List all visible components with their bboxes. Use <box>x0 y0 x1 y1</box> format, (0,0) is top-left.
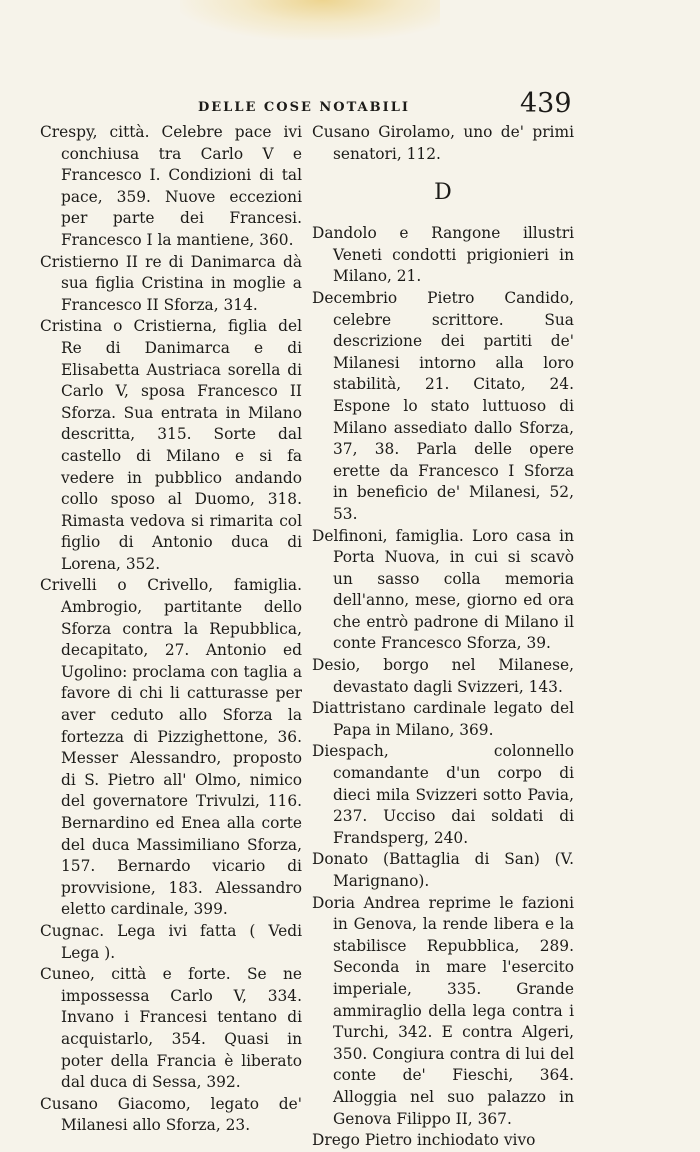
running-head: DELLE COSE NOTABILI <box>198 100 410 115</box>
index-entry: Dandolo e Rangone illustri Veneti condotti prigionieri in Milano, 21. <box>312 224 574 286</box>
index-entry: Crivelli o Crivello, famiglia. Ambrogio, partitante dello Sforza contra la Repubblica, decapitato, 27. Antonio ed Ugolino: proclama con taglia a favore di chi li catturasse per aver ceduto allo Sforza la fortezza di Pizzighettone, 36. Messer Alessandro, proposto di S. Pietro all' Olmo, nimico del governatore Trivulzi, 116. Bernardino ed Enea alla corte del duca Massimiliano Sforza, 157. Bernardo vicario di provvisione, 183. Alessandro eletto cardinale, 399. <box>40 576 302 919</box>
index-entry: Decembrio Pietro Candido, celebre scrittore. Sua descrizione dei partiti de' Milanesi intorno alla loro stabilità, 21. Citato, 24. Espone lo stato luttuoso di Milano assediato dallo Sforza, 37, 38. Parla delle opere erette da Francesco I Sforza in beneficio de' Milanesi, 52, 53. <box>312 288 574 523</box>
index-entry: Diattristano cardinale legato del Papa in Milano, 369. <box>312 699 574 739</box>
index-entry: Cuneo, città e forte. Se ne impossessa Carlo V, 334. Invano i Francesi tentano di acquistarlo, 354. Quasi in poter della Francia è liberato dal duca di Sessa, 392. <box>40 965 302 1092</box>
index-entry: Diespach, colonnello comandante d'un corpo di dieci mila Svizzeri sotto Pavia, 237. Ucciso dai soldati di Frandsperg, 240. <box>312 742 574 847</box>
paper-stain <box>180 0 440 40</box>
section-letter: D <box>434 180 452 206</box>
index-entry: Cusano Girolamo, uno de' primi senatori, 112. <box>312 123 574 163</box>
index-entry: Doria Andrea reprime le fazioni in Genova, la rende libera e la stabilisce Repubblica, 289. Seconda in mare l'esercito imperiale, 335. Grande ammiraglio della lega contra i Turchi, 342. E contra Algeri, 350. Congiura contra di lui del conte de' Fieschi, 364. Alloggia nel suo palazzo in Genova Filippo II, 367. <box>312 893 574 1128</box>
index-entry: Delfinoni, famiglia. Loro casa in Porta Nuova, in cui si scavò un sasso colla memoria dell'anno, mese, giorno ed ora che entrò padrone di Milano il conte Francesco Sforza, 39. <box>312 526 574 653</box>
index-entry: Cugnac. Lega ivi fatta ( Vedi Lega ). <box>40 921 302 962</box>
page-number: 439 <box>520 88 572 119</box>
index-entry: Crespy, città. Celebre pace ivi conchiusa tra Carlo V e Francesco I. Condizioni di tal pace, 359. Nuove eccezioni per parte dei Francesi. Francesco I la mantiene, 360. <box>40 123 302 249</box>
index-entry: Cristierno II re di Danimarca dà sua figlia Cristina in moglie a Francesco II Sforza, 314. <box>40 252 302 314</box>
index-entry: Donato (Battaglia di San) (V. Marignano). <box>312 850 574 890</box>
left-column <box>40 122 302 1137</box>
index-entry: Cristina o Cristierna, figlia del Re di Danimarca e di Elisabetta Austriaca sorella di Carlo V, sposa Francesco II Sforza. Sua entrata in Milano descritta, 315. Sorte dal castello di Milano e si fa vedere in pubblico andando collo sposo al Duomo, 318. Rimasta vedova si rimarita col figlio di Antonio duca di Lorena, 352. <box>40 317 302 573</box>
index-entry: Drego Pietro inchiodato vivo <box>312 1131 536 1150</box>
index-entry: Cusano Giacomo, legato de' Milanesi allo Sforza, 23. <box>40 1094 302 1135</box>
right-column <box>312 122 574 1152</box>
index-entry: Desio, borgo nel Milanese, devastato dagli Svizzeri, 143. <box>312 656 574 696</box>
